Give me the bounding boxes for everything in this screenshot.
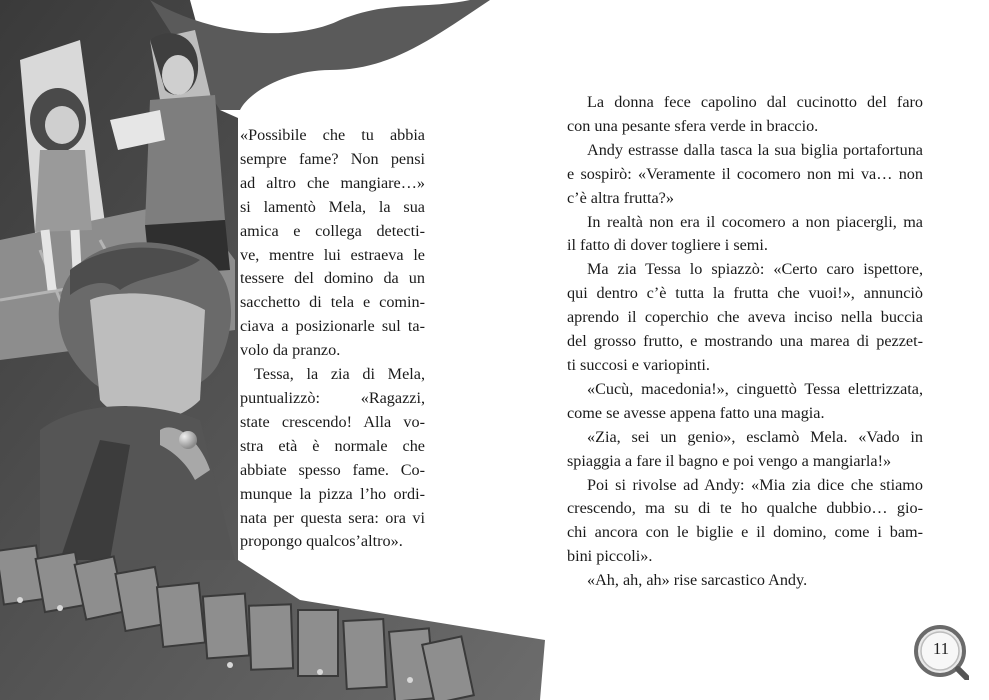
text-line: aprendo il coperchio che aveva inciso nella buccia xyxy=(567,308,923,327)
right-text-column xyxy=(567,91,923,593)
text-line: abbiate spesso fame. Co- xyxy=(240,460,425,479)
text-line: stra età è normale che xyxy=(240,436,425,455)
text-line: Tessa, la zia di Mela, xyxy=(254,365,425,384)
text-line: spiaggia a fare il bagno e poi vengo a mangiarla!» xyxy=(567,451,892,470)
text-line: come se avesse appena fatto una magia. xyxy=(567,403,825,422)
text-line: La donna fece capolino dal cucinotto del faro xyxy=(587,93,923,111)
text-line: qui dentro c’è tutta la frutta che vuoi!», annunciò xyxy=(567,284,923,303)
text-line: nata per questa sera: ora vi xyxy=(240,508,425,527)
text-line: il fatto di dover togliere i semi. xyxy=(567,236,768,255)
text-line: chi ancora con le biglie e il domino, come i bam- xyxy=(567,523,923,542)
left-paragraph xyxy=(240,124,425,363)
right-paragraph xyxy=(567,91,923,139)
text-line: con una pesante sfera verde in braccio. xyxy=(567,116,819,135)
text-line: state crescendo! Alla vo- xyxy=(240,412,425,431)
text-line: «Possibile che tu abbia xyxy=(240,126,425,144)
text-line: «Ah, ah, ah» rise sarcastico Andy. xyxy=(587,571,808,590)
text-line: «Zia, sei un genio», esclamò Mela. «Vado in xyxy=(587,427,923,446)
text-line: bini piccoli». xyxy=(567,547,653,566)
right-paragraph xyxy=(567,426,923,474)
left-paragraph xyxy=(240,363,425,554)
text-line: puntualizzò: «Ragazzi, xyxy=(240,388,425,407)
text-line: amica e collega detecti- xyxy=(240,221,425,240)
text-line: In realtà non era il cocomero a non piacergli, ma xyxy=(587,212,923,231)
text-line: Ma zia Tessa lo spiazzò: «Certo caro ispettore, xyxy=(587,260,923,279)
text-line: crescendo, ma su di te ho qualche dubbio… gio- xyxy=(567,499,923,518)
marble-icon xyxy=(179,431,197,449)
text-line: e sospirò: «Veramente il cocomero non mi va… non xyxy=(567,164,923,183)
right-paragraph xyxy=(567,474,923,570)
text-line: ve, mentre lui estraeva le xyxy=(240,245,425,264)
text-line: si lamentò Mela, la sua xyxy=(240,197,425,216)
text-line: Poi si rivolse ad Andy: «Mia zia dice che stiamo xyxy=(587,475,923,494)
left-text-column xyxy=(240,124,425,554)
text-line: c’è altra frutta?» xyxy=(567,188,674,207)
text-line: ciava a posizionarle sul ta- xyxy=(240,317,425,336)
right-paragraph xyxy=(567,258,923,378)
text-line: ad altro che mangiare…» xyxy=(240,173,425,192)
text-line: tessere del domino da un xyxy=(240,269,425,288)
text-line: munque la pizza l’ho ordi- xyxy=(240,484,425,503)
page-number: 11 xyxy=(932,639,950,658)
right-paragraph xyxy=(567,378,923,426)
text-line: ti succosi e variopinti. xyxy=(567,355,710,374)
text-line: «Cucù, macedonia!», cinguettò Tessa elettrizzata, xyxy=(587,379,923,398)
text-line: del grosso frutto, e mostrando una marea di pezzet- xyxy=(567,332,923,351)
right-paragraph xyxy=(567,569,923,593)
right-paragraph xyxy=(567,211,923,259)
right-paragraph xyxy=(567,139,923,211)
text-line: sacchetto di tela e comin- xyxy=(240,293,425,312)
text-line: volo da pranzo. xyxy=(240,341,341,360)
text-line: sempre fame? Non pensi xyxy=(240,149,425,168)
text-line: propongo qualcos’altro». xyxy=(240,532,403,551)
text-line: Andy estrasse dalla tasca la sua biglia portafortuna xyxy=(587,140,923,159)
